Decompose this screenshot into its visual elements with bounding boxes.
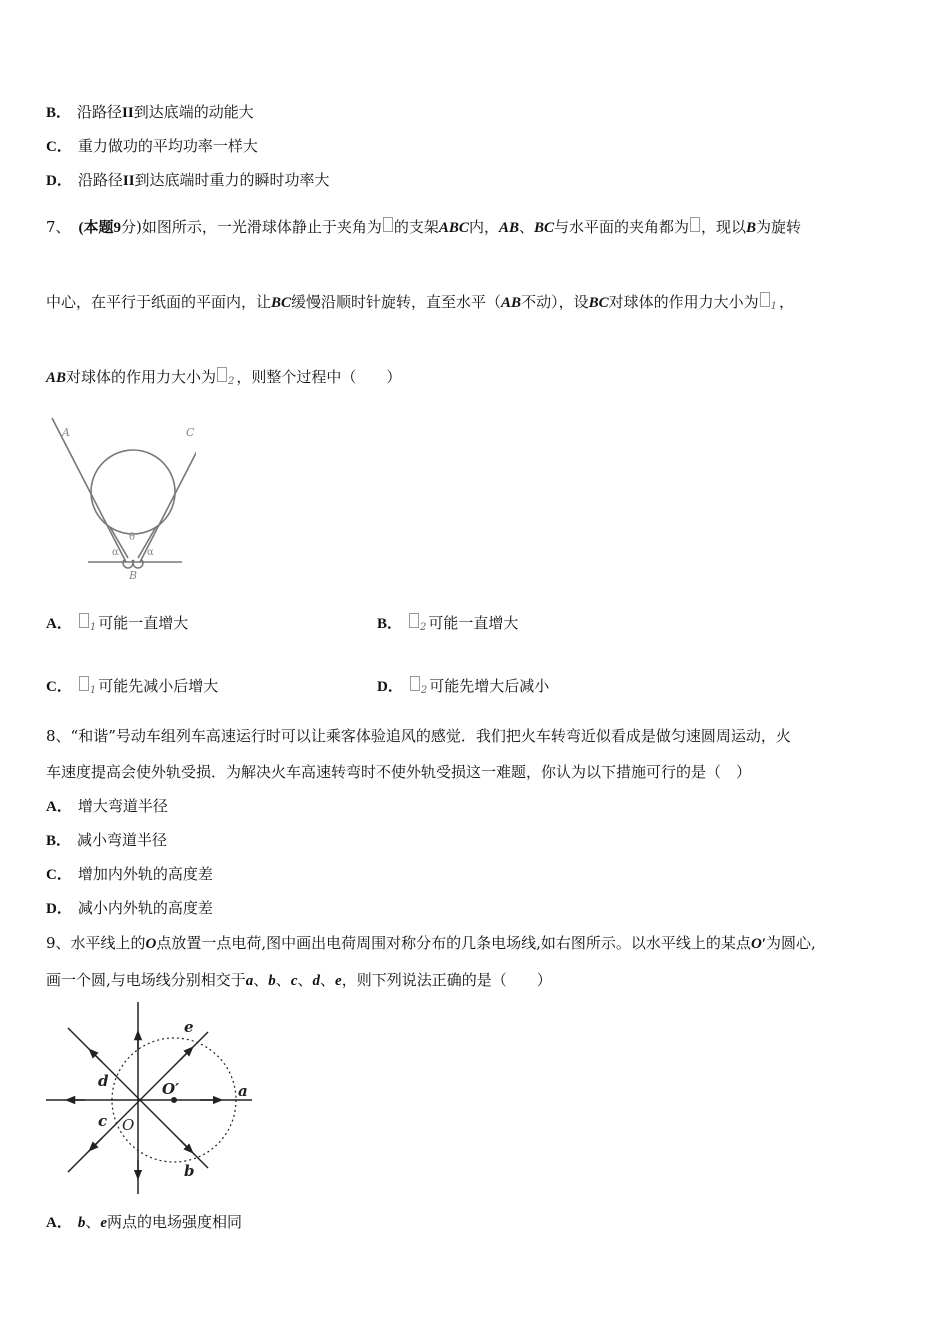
- q9-text: 画一个圆,与电场线分别相交于: [46, 971, 246, 989]
- q8-option-c: [46, 864, 213, 885]
- q9-text: 点放置一点电荷,图中画出电荷周围对称分布的几条电场线,如右图所示。以水平线上的某点: [156, 934, 751, 952]
- q7-text: BC: [271, 295, 292, 311]
- q9-text: O′: [750, 936, 766, 952]
- q7-text: 中心，在平行于纸面的平面内，让: [46, 293, 272, 311]
- q9-text: 、: [320, 971, 336, 989]
- q7-text: BC: [588, 295, 609, 311]
- q7-option-c: [46, 676, 218, 701]
- q7-text: 分)如图所示，一光滑球体静止于夹角为: [121, 218, 382, 236]
- missing-symbol-icon: [217, 367, 227, 382]
- missing-symbol-icon: [690, 217, 700, 232]
- q7-text: 缓慢沿顺时针旋转，直至水平（: [291, 293, 502, 311]
- arrow-e: [180, 1050, 190, 1060]
- option-text: 两点的电场强度相同: [107, 1213, 243, 1231]
- q7-text: ，现以: [701, 218, 747, 236]
- option-text: 可能先减小后增大: [98, 677, 219, 695]
- label-e: e: [184, 1018, 194, 1036]
- q7-text: AB: [498, 220, 519, 236]
- q7-option-a: [46, 613, 188, 638]
- arrow-d: [92, 1052, 102, 1062]
- option-text: 增大弯道半径: [77, 797, 168, 815]
- q8-option-b: [46, 830, 167, 851]
- label-a: A: [62, 426, 70, 439]
- ball-circle: [91, 450, 175, 534]
- q9-text: e: [335, 973, 342, 989]
- q7-line-3: [46, 367, 401, 392]
- q7-line-2: [46, 292, 794, 317]
- option-label: D．: [46, 173, 72, 189]
- label-c: c: [98, 1112, 108, 1130]
- q7-text: 的支架: [393, 218, 439, 236]
- label-theta: θ: [129, 532, 136, 543]
- q7-option-b: [377, 613, 518, 638]
- q7-text: 为旋转: [756, 218, 802, 236]
- option-label: A．: [46, 1215, 72, 1231]
- q8-line-1: 8、“和谐”号动车组列车高速运行时可以让乘客体验追风的感觉．我们把火车转弯近似看成是做匀速圆周运动，火: [46, 727, 791, 745]
- question-number: 7、: [46, 218, 71, 236]
- option-text-pre: 沿路径: [77, 103, 123, 121]
- label-b: B: [129, 569, 138, 582]
- q7-text: ，则整个过程中（ ）: [236, 368, 402, 386]
- option-text: 、: [85, 1213, 101, 1231]
- option-label: D．: [377, 679, 403, 695]
- q7-option-d: [377, 676, 549, 701]
- q7-text: B: [746, 220, 757, 236]
- option-text-path: II: [122, 173, 135, 189]
- option-label: C．: [46, 867, 72, 883]
- option-label: B．: [377, 616, 403, 632]
- option-label: A．: [46, 799, 72, 815]
- option-text-pre: 沿路径: [77, 171, 123, 189]
- missing-symbol-icon: [79, 613, 89, 628]
- subscript: 1: [89, 622, 97, 633]
- q9-text: 、: [275, 971, 291, 989]
- q9-text: c: [290, 973, 298, 989]
- q9-option-a: [46, 1212, 242, 1233]
- subscript: 2: [420, 685, 428, 696]
- option-label: C．: [46, 139, 72, 155]
- label-b: b: [184, 1162, 195, 1180]
- label-o-prime: O′: [162, 1080, 180, 1098]
- option-text: 减小弯道半径: [77, 831, 168, 849]
- q9-line-2: [46, 970, 552, 991]
- option-label: D．: [46, 901, 72, 917]
- option-label: B．: [46, 105, 72, 121]
- q9-figure: [40, 1000, 260, 1200]
- q7-text: 对球体的作用力大小为: [66, 368, 217, 386]
- q7-text: AB: [501, 295, 522, 311]
- q7-figure: [46, 412, 196, 584]
- option-text: 可能先增大后减小: [429, 677, 550, 695]
- label-d: d: [98, 1072, 109, 1090]
- missing-symbol-icon: [383, 217, 393, 232]
- q9-text: 、: [253, 971, 269, 989]
- q9-text: b: [268, 973, 276, 989]
- support-ab-line: [52, 418, 126, 562]
- label-a: a: [238, 1082, 248, 1100]
- q7-text: 内，: [468, 218, 499, 236]
- option-text: 减小内外轨的高度差: [77, 899, 213, 917]
- option-label: C．: [46, 679, 72, 695]
- q7-text: AB: [46, 370, 67, 386]
- q7-text: 、: [518, 218, 534, 236]
- q7-text: 对球体的作用力大小为: [608, 293, 759, 311]
- q7-text: ABC: [438, 220, 469, 236]
- subscript: 2: [228, 376, 235, 387]
- q8-line-2: 车速度提高会使外轨受损．为解决火车高速转弯时不使外轨受损这一难题，你认为以下措施可行的是（ ）: [46, 763, 752, 781]
- q9-text: ，则下列说法正确的是（ ）: [341, 971, 552, 989]
- subscript: 1: [770, 301, 777, 312]
- q9-text: O: [145, 936, 157, 952]
- option-label: B．: [46, 833, 72, 849]
- option-text: b: [77, 1215, 86, 1231]
- q9-text: d: [312, 973, 320, 989]
- q9-text: 9、水平线上的: [46, 934, 146, 952]
- missing-symbol-icon: [760, 292, 770, 307]
- label-alpha-left: α: [112, 547, 119, 558]
- option-text: e: [100, 1215, 108, 1231]
- q9-line-1: [46, 933, 816, 954]
- missing-symbol-icon: [79, 676, 89, 691]
- q7-line-1: [46, 217, 801, 238]
- arrow-b: [180, 1140, 190, 1150]
- q7-text: 不动），设: [521, 293, 589, 311]
- q6-option-c: [46, 136, 258, 157]
- arrow-c: [92, 1138, 102, 1148]
- option-text-path: II: [122, 105, 134, 121]
- option-text: 可能一直增大: [98, 614, 189, 632]
- q6-option-b: [46, 102, 254, 123]
- q9-text: a: [245, 973, 254, 989]
- option-text: 增加内外轨的高度差: [77, 865, 213, 883]
- label-alpha-right: α: [147, 547, 154, 558]
- label-c: C: [186, 426, 195, 439]
- q8-option-a: [46, 796, 168, 817]
- option-text-post: 到达底端时重力的瞬时功率大: [134, 171, 330, 189]
- q7-text: 9: [113, 220, 122, 236]
- q7-text: BC: [533, 220, 554, 236]
- q8-option-d: [46, 898, 213, 919]
- q7-text: ，: [778, 293, 794, 311]
- q6-option-d: [46, 170, 330, 191]
- missing-symbol-icon: [409, 613, 419, 628]
- label-o: O: [122, 1116, 135, 1134]
- option-text: 重力做功的平均功率一样大: [77, 137, 258, 155]
- q7-text: 与水平面的夹角都为: [554, 218, 690, 236]
- q7-text: (本题: [78, 220, 114, 236]
- subscript: 2: [420, 622, 427, 633]
- q9-text: 为圆心,: [766, 934, 816, 952]
- option-text-post: 到达底端的动能大: [133, 103, 254, 121]
- option-text: 可能一直增大: [428, 614, 519, 632]
- subscript: 1: [89, 685, 97, 696]
- q9-text: 、: [297, 971, 313, 989]
- option-label: A．: [46, 616, 72, 632]
- missing-symbol-icon: [410, 676, 420, 691]
